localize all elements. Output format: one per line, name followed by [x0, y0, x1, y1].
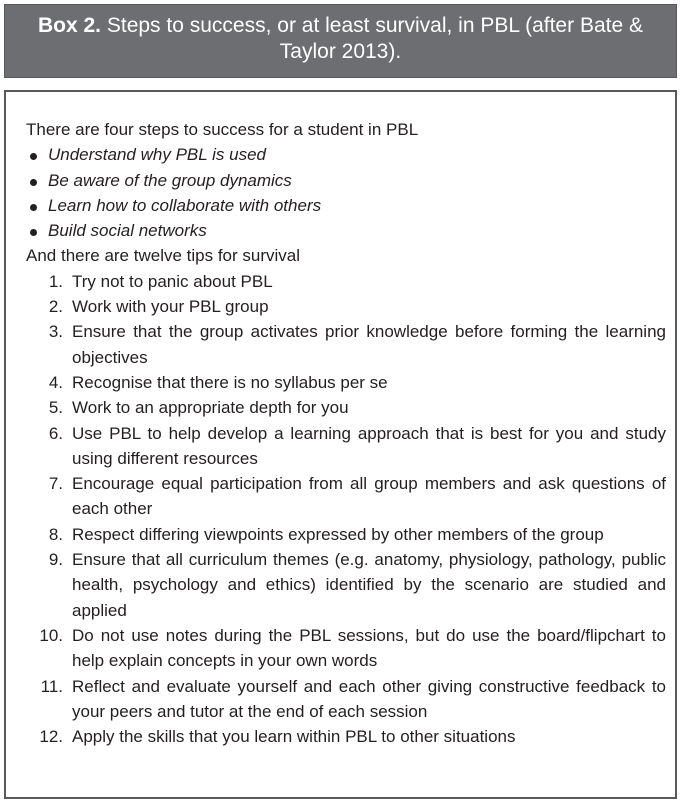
bullet-icon [30, 229, 37, 236]
tip-item: 4. Recognise that there is no syllabus per se [48, 372, 388, 392]
step-item: Learn how to collaborate with others [26, 193, 666, 218]
box-label: Box 2. [37, 14, 102, 37]
tip-item: 5. Work to an appropriate depth for you [48, 398, 349, 418]
steps-list [26, 142, 666, 243]
tip-item: 6. Use PBL to help develop a learning approach that is best for you and study using different resources [48, 423, 666, 468]
box-title: Steps to success, or at least survival, in PBL (after Bate & Taylor 2013). [106, 14, 643, 63]
box-header [4, 4, 677, 78]
tips-intro: And there are twelve tips for survival [26, 246, 301, 266]
tip-item: 8. Respect differing viewpoints expressed by other members of the group [48, 524, 604, 544]
step-item: Be aware of the group dynamics [26, 168, 666, 193]
tip-item: 11. Reflect and evaluate yourself and each other giving constructive feedback to your peers and tutor at the end of each session [40, 676, 666, 721]
bullet-icon [30, 204, 37, 211]
tip-item: 1. Try not to panic about PBL [48, 271, 273, 291]
tip-item: 12. Apply the skills that you learn within PBL to other situations [39, 727, 516, 747]
tip-item: 7. Encourage equal participation from all group members and ask questions of each other [48, 474, 666, 519]
tip-item: 2. Work with your PBL group [48, 297, 269, 317]
step-item: Understand why PBL is used [26, 142, 666, 167]
tip-item: 3. Ensure that the group activates prior knowledge before forming the learning objectives [48, 322, 666, 367]
box-body [4, 90, 677, 799]
steps-intro: There are four steps to success for a student in PBL [26, 120, 419, 139]
tip-item: 10. Do not use notes during the PBL sessions, but do use the board/flipchart to help explain concepts in your own words [39, 625, 666, 671]
box-content [26, 117, 666, 749]
step-item: Build social networks [26, 218, 666, 243]
bullet-icon [30, 153, 37, 160]
tip-item: 9. Ensure that all curriculum themes (e.g. anatomy, physiology, pathology, public health, psychology and ethics) identified by the scenario are studied and applied [48, 550, 666, 620]
tips-list [26, 269, 666, 750]
bullet-icon [30, 179, 37, 186]
